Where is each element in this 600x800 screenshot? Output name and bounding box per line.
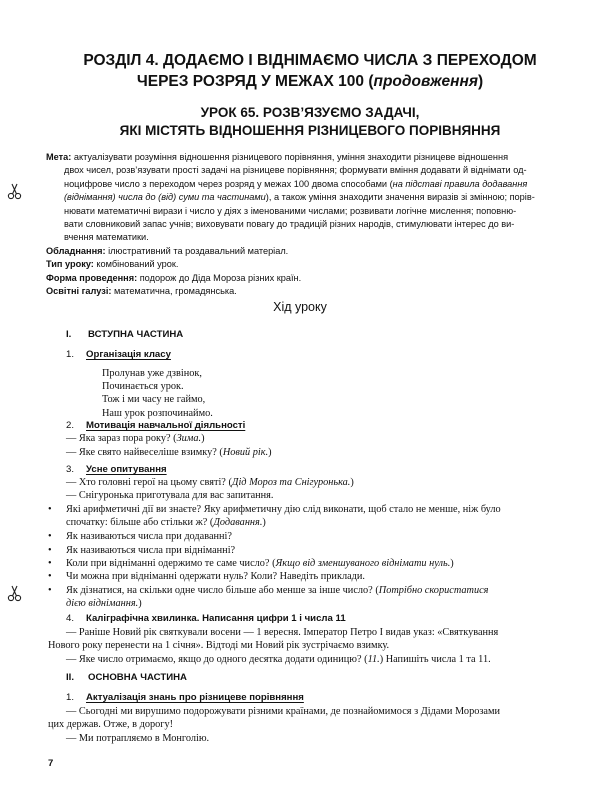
list-item-text: Які арифметичні дії ви знаєте? Яку арифметичну дію слід виконати, щоб стало не менше, ніж було [66,504,501,515]
form-label: Форма проведення: [46,272,138,283]
bullet-icon: • [48,585,52,596]
goal-label: Мета: [46,152,72,162]
list-item-answer: Потрібно скористатися [378,585,489,596]
dialog-line [66,447,272,458]
goal-text: ноцифрове число з переходом через розряд у межах 100 двома способами ( [64,178,393,189]
subsection-title: Каліграфічна хвилинка. Написання цифри 1 і числа 11 [86,613,346,624]
list-item-text: ) [262,517,266,529]
chapter-title [60,50,560,92]
poem-line: Тож і ми часу не гаймо, [102,394,206,406]
dialog-text: ) [201,433,205,444]
goal-text-italic: (віднімання) числа до (від) суми та частинами [64,192,266,203]
list-item [48,544,554,557]
paragraph-answer: 11. [367,653,380,665]
poem-line: Починається урок. [102,381,184,393]
bullet-icon: • [48,558,52,569]
dialog-line [66,477,354,488]
dialog-text: ) [268,447,272,458]
bullet-icon: • [48,504,52,515]
subsection-number: 2. [66,420,75,431]
section-number: II. [66,672,74,683]
section-number: I. [66,329,72,340]
paragraph [48,626,556,666]
list-item-text [66,584,554,610]
paragraph-line [48,653,556,666]
chapter-title-italic: продовження [373,73,478,90]
subsection-number: 1. [66,349,75,360]
list-item [48,503,554,529]
dialog-answer: Дід Мороз та Снігуронька. [231,477,351,488]
type-text: комбінований урок. [93,259,179,270]
paragraph-line: — Ми потрапляємо в Монголію. [66,732,210,744]
lesson-flow-title: Хід уроку [273,300,327,314]
dialog-answer: Новий рік. [222,447,269,458]
type-label: Тип уроку: [46,259,94,270]
dialog-line: — Снігуронька приготувала для вас запитання. [66,490,274,501]
list-item-answer: дією віднімання. [66,598,139,610]
dialog-answer: Зима. [176,433,202,444]
chapter-title-line [60,71,560,92]
dialog-text: — Хто головні герої на цьому святі? ( [66,477,232,488]
bullet-icon: • [48,571,52,582]
subsection-number: 1. [66,692,75,703]
dialog-text: — Яка зараз пора року? ( [66,433,177,444]
section-title: ВСТУПНА ЧАСТИНА [88,329,184,340]
subsection-heading [66,613,346,624]
list-item-text: ) [450,558,454,569]
poem [102,367,213,420]
section-heading [66,672,187,683]
list-item-answer: Якщо від зменшуваного віднімати нуль. [275,558,451,569]
goal-text: двох чисел, розв’язувати прості задачі на різницеве порівняння; формувати вміння додавати й віднімати од- [64,165,527,176]
goal-text: вчення математики. [64,232,149,243]
dialog-text: — Яке свято найвеселіше взимку? ( [66,447,223,458]
subsection-title: Організація класу [86,349,171,360]
lesson-title-line: УРОК 65. РОЗВ’ЯЗУЄМО ЗАДАЧІ, [200,105,420,120]
paragraph-text: — Яке число отримаємо, якщо до одного десятка додати одиницю? ( [66,653,368,665]
list-item [48,530,554,543]
list-item-text: ) [138,598,142,610]
section-heading [66,329,183,340]
equipment-label: Обладнання: [46,245,106,256]
paragraph-text: ) Напишіть числа 1 та 11. [379,653,491,665]
subsection-heading [66,464,167,475]
goal-text: актуалізувати розуміння відношення різницевого порівняння, уміння знаходити різницеве відношення [71,152,509,162]
poem-line: Пролунав уже дзвінок, [102,368,202,379]
lesson-meta [46,151,566,298]
subsection-heading [66,349,171,360]
equipment-text: ілюстративний та роздавальний матеріал. [105,245,289,256]
poem-line: Наш урок розпочинаймо. [102,407,213,419]
chapter-title-text: ЧЕРЕЗ РОЗРЯД У МЕЖАХ 100 ( [136,73,374,90]
chapter-title-text: ) [477,73,484,90]
dialog-text: ) [350,477,354,488]
list-item-text: Як називаються числа при додаванні? [66,531,232,542]
subsection-heading [66,420,245,431]
bullet-icon: • [48,531,52,542]
form-text: подорож до Діда Мороза різних країн. [137,272,302,283]
list-item-text: Як дізнатися, на скільки одне число більше або менше за інше число? ( [66,585,379,596]
list-item-text [66,503,554,529]
subsection-title: Мотивація навчальної діяльності [86,420,246,431]
subsection-number: 3. [66,464,75,475]
paragraph-line: — Раніше Новий рік святкували восени — 1 вересня. Імператор Петро I видав указ: «Святкування [66,627,499,638]
section-title: ОСНОВНА ЧАСТИНА [88,672,187,683]
paragraph [48,705,556,745]
dialog-line [66,433,205,444]
goal-text-italic: на підставі правила додавання [392,178,528,189]
subsection-heading [66,692,304,703]
page-number: 7 [48,758,54,769]
goal-text: нювати математичні вирази і число у діях з іменованими числами; розвивати логічне мислення; поповню- [64,205,517,216]
list-item [48,557,554,570]
list-item-text: Як називаються числа при відніманні? [66,545,236,556]
fields-label: Освітні галузі: [46,286,112,297]
goal-text: вати словниковий запас учнів; виховувати повагу до традицій різних народів, стимулювати інтерес до ви- [64,219,515,230]
scissors-icon [6,183,24,201]
chapter-title-line: РОЗДІЛ 4. ДОДАЄМО І ВІДНІМАЄМО ЧИСЛА З ПЕРЕХОДОМ [83,52,537,69]
lesson-title-line: ЯКІ МІСТЯТЬ ВІДНОШЕННЯ РІЗНИЦЕВОГО ПОРІВНЯННЯ [119,123,501,138]
paragraph-line: цих держав. Отже, в дорогу! [48,719,174,731]
list-item-text: Чи можна при відніманні одержати нуль? Коли? Наведіть приклади. [66,571,365,582]
paragraph-line: Нового року перенести на 1 січня». Відтоді ми Новий рік зустрічаємо взимку. [48,640,390,652]
list-item-text: Коли при відніманні одержимо те саме число? ( [66,558,276,569]
list-item [48,570,554,583]
paragraph-line: — Сьогодні ми вирушимо подорожувати різними країнами, де познайомимося з Дідами Морозами [66,706,501,717]
list-item-text [66,557,554,570]
list-item-answer: Додавання. [213,517,263,529]
bullet-icon: • [48,545,52,556]
lesson-title [60,104,560,140]
fields-text: математична, громадянська. [111,286,237,297]
list-item-text: спочатку: більше або стільки ж? ( [66,517,214,529]
subsection-title: Актуалізація знань про різницеве порівняння [86,692,304,703]
scissors-icon [6,585,24,603]
goal-text: ), а також уміння знаходити значення виразів зі змінною; порів- [265,192,535,203]
subsection-title: Усне опитування [86,464,167,475]
list-item [48,584,554,610]
subsection-number: 4. [66,613,75,624]
